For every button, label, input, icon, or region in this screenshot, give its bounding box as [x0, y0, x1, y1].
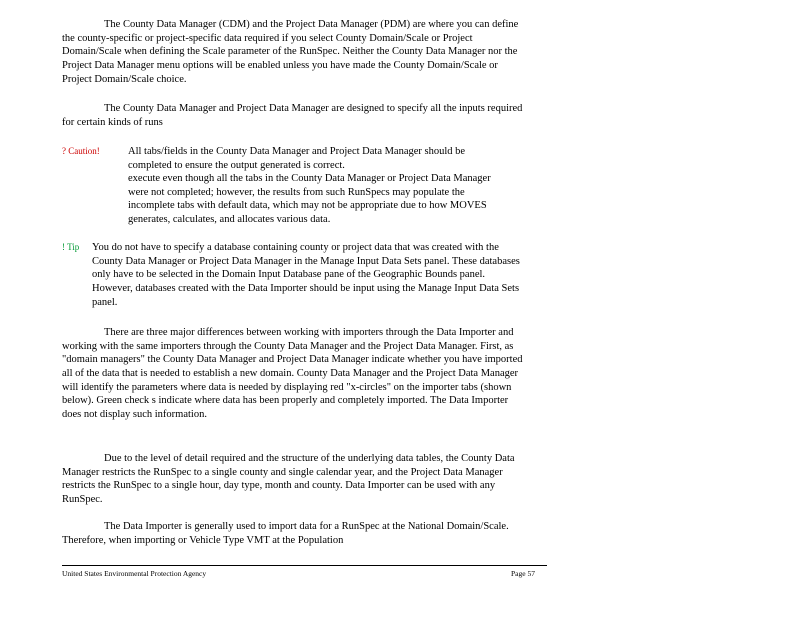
footer-page-number: Page 57	[511, 569, 535, 578]
caution-text-1: All tabs/fields in the County Data Manager and Project Data Manager should be completed to ensure the output generated is correct.	[128, 146, 466, 171]
paragraph-detail-restrictions: Due to the level of detail required and the structure of the underlying data tables, the County Data Manager restricts the RunSpec to a single county and single calendar year, and the Project Data Manager restricts the RunSpec to a single hour, day type, month and county. Data Importer can be used with any RunSpec.	[62, 453, 515, 505]
caution-label: ? Caution!	[62, 146, 100, 156]
tip-text: You do not have to specify a database containing county or project data that was created with the County Data Manager or Project Data Manager in the Manage Input Data Sets panel. These databases only have to be selected in the Domain Input Database pane of the Geographic Bounds panel. However, databases created with the Data Importer should be input using the Manage Input Data Sets panel.	[92, 242, 520, 308]
footer-agency: United States Environmental Protection Agency	[62, 569, 207, 578]
caution-text-2: execute even though all the tabs in the County Data Manager or Project Data Manager were not completed; however, the results from such RunSpecs may populate the incomplete tabs with default data, which may not be appropriate due to how MOVES generates, calculates, and allocates various data.	[128, 173, 491, 225]
paragraph-designed-inputs: The County Data Manager and Project Data Manager are designed to specify all the inputs required for certain kinds of runs	[62, 103, 523, 128]
footer-divider	[62, 565, 547, 566]
paragraph-data-importer-national: The Data Importer is generally used to import data for a RunSpec at the National Domain/Scale. Therefore, when importing or Vehicle Type VMT at the Population	[62, 521, 509, 546]
paragraph-cdm-pdm-intro: The County Data Manager (CDM) and the Project Data Manager (PDM) are where you can define the county-specific or project-specific data required if you select County Domain/Scale or Project Domain/Scale when defining the Scale parameter of the RunSpec. Neither the County Data Manager nor the Project Data Manager menu options will be enabled unless you have made the County Domain/Scale or Project Domain/Scale choice.	[62, 19, 519, 85]
tip-label: ! Tip	[62, 242, 80, 252]
paragraph-three-differences: There are three major differences between working with importers through the Data Importer and working with the same importers through the County Data Manager and the Project Data Manager. First, as "domain managers" the County Data Manager and Project Data Manager indicate whether you have imported all of the data that is needed to establish a new domain. County Data Manager and the Project Data Manager will identify the parameters where data is needed by displaying red "x-circles" on the importer tabs (shown below). Green check s indicate where data has been properly and completely imported. The Data Importer does not display such information.	[62, 327, 523, 420]
